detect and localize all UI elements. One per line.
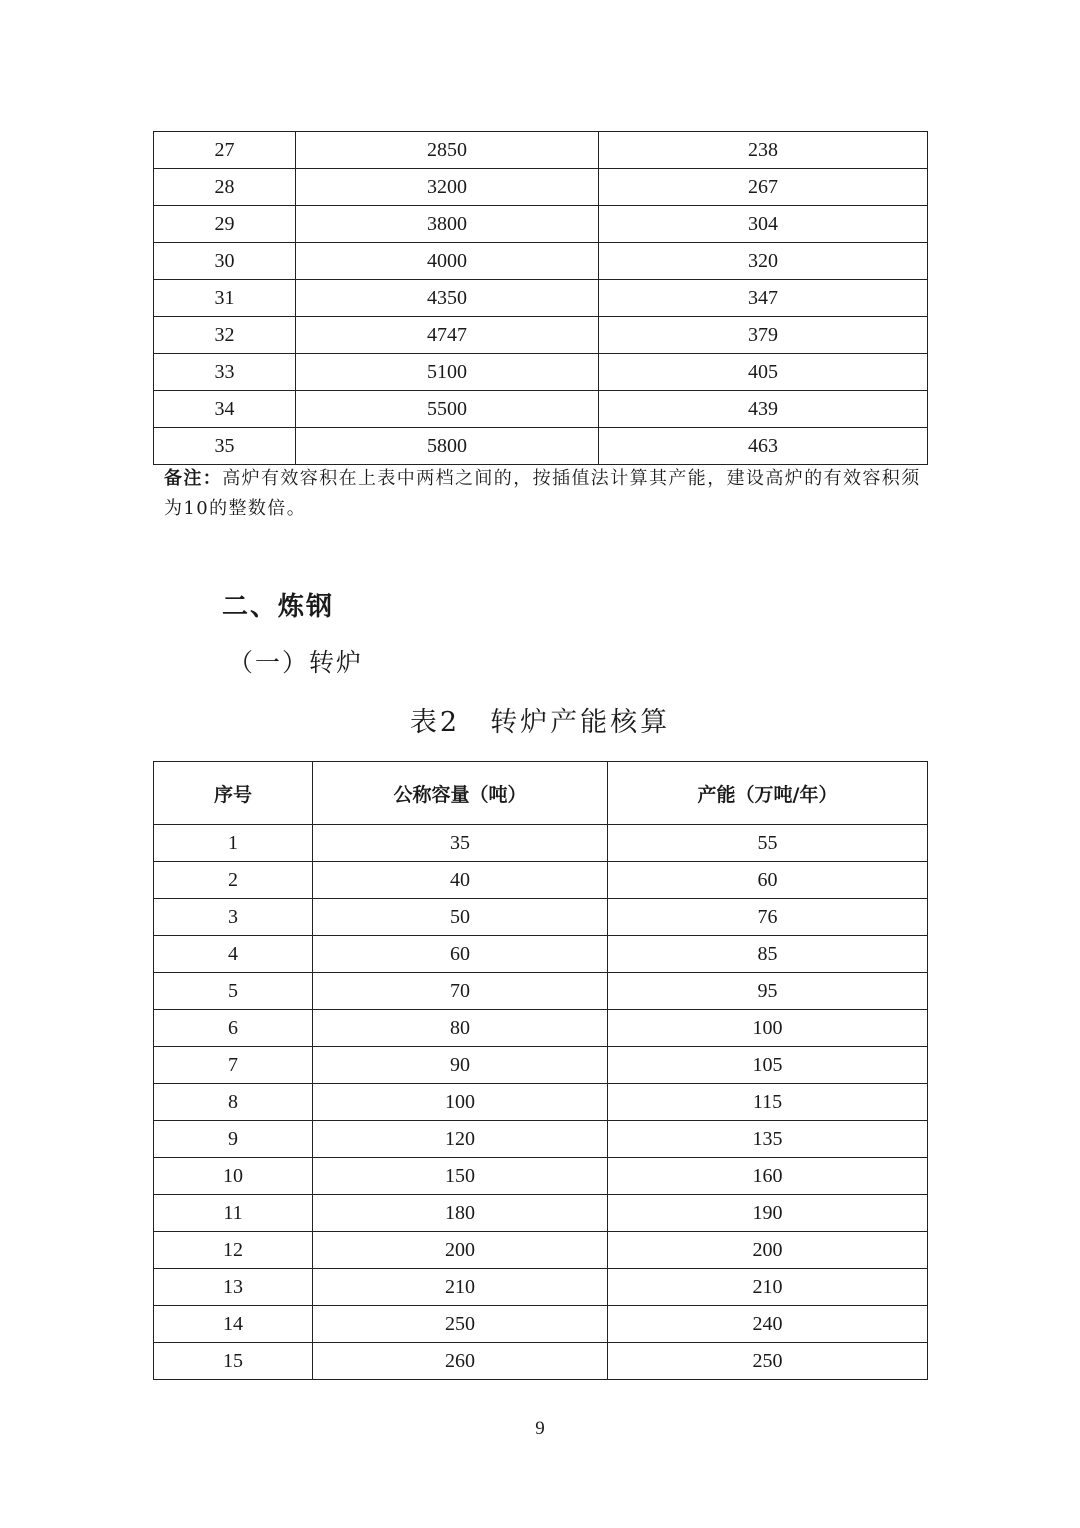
header-production-capacity: 产能（万吨/年） xyxy=(608,762,928,825)
header-nominal-capacity: 公称容量（吨） xyxy=(313,762,608,825)
table-cell: 250 xyxy=(608,1343,928,1380)
table-cell: 4000 xyxy=(296,243,599,280)
table-cell: 11 xyxy=(154,1195,313,1232)
table-row xyxy=(154,1084,928,1121)
table-cell: 13 xyxy=(154,1269,313,1306)
table-cell: 6 xyxy=(154,1010,313,1047)
table-cell: 70 xyxy=(313,973,608,1010)
table-row xyxy=(154,206,928,243)
table-cell: 76 xyxy=(608,899,928,936)
table-row xyxy=(154,169,928,206)
table-cell: 267 xyxy=(599,169,928,206)
table-cell: 210 xyxy=(608,1269,928,1306)
table-cell: 2850 xyxy=(296,132,599,169)
table2-header-row xyxy=(154,762,928,825)
table2-caption-title: 转炉产能核算 xyxy=(490,707,671,738)
table-cell: 463 xyxy=(599,428,928,465)
table-cell: 5 xyxy=(154,973,313,1010)
header-index: 序号 xyxy=(154,762,313,825)
table-cell: 405 xyxy=(599,354,928,391)
table1-note xyxy=(164,464,924,524)
table-cell: 7 xyxy=(154,1047,313,1084)
table-cell: 250 xyxy=(313,1306,608,1343)
table-row xyxy=(154,1232,928,1269)
table2-caption-number: 表2 xyxy=(409,707,461,738)
table-cell: 40 xyxy=(313,862,608,899)
table-row xyxy=(154,428,928,465)
table-cell: 180 xyxy=(313,1195,608,1232)
table-row xyxy=(154,1306,928,1343)
table-cell: 135 xyxy=(608,1121,928,1158)
table-row xyxy=(154,1010,928,1047)
table-cell: 200 xyxy=(313,1232,608,1269)
table-cell: 190 xyxy=(608,1195,928,1232)
table-cell: 27 xyxy=(154,132,296,169)
table-cell: 50 xyxy=(313,899,608,936)
table-cell: 210 xyxy=(313,1269,608,1306)
table-cell: 15 xyxy=(154,1343,313,1380)
table-row xyxy=(154,899,928,936)
table-cell: 34 xyxy=(154,391,296,428)
table-cell: 14 xyxy=(154,1306,313,1343)
table-cell: 80 xyxy=(313,1010,608,1047)
table-cell: 4747 xyxy=(296,317,599,354)
table1-body xyxy=(154,132,928,465)
table-cell: 31 xyxy=(154,280,296,317)
table-cell: 105 xyxy=(608,1047,928,1084)
table-cell: 320 xyxy=(599,243,928,280)
table-cell: 347 xyxy=(599,280,928,317)
table-cell: 9 xyxy=(154,1121,313,1158)
table-cell: 379 xyxy=(599,317,928,354)
table-cell: 439 xyxy=(599,391,928,428)
table2-caption xyxy=(0,700,1080,739)
table-cell: 55 xyxy=(608,825,928,862)
table-row xyxy=(154,354,928,391)
table-row xyxy=(154,1121,928,1158)
table-cell: 5500 xyxy=(296,391,599,428)
table-cell: 60 xyxy=(313,936,608,973)
table-cell: 60 xyxy=(608,862,928,899)
table-cell: 160 xyxy=(608,1158,928,1195)
table-row xyxy=(154,1195,928,1232)
table-cell: 3800 xyxy=(296,206,599,243)
table-cell: 238 xyxy=(599,132,928,169)
table-cell: 115 xyxy=(608,1084,928,1121)
table-row xyxy=(154,1158,928,1195)
table-cell: 4 xyxy=(154,936,313,973)
table2-body xyxy=(154,825,928,1380)
table-cell: 1 xyxy=(154,825,313,862)
table-row xyxy=(154,825,928,862)
table-cell: 29 xyxy=(154,206,296,243)
page-number: 9 xyxy=(535,1418,545,1439)
table-row xyxy=(154,862,928,899)
table-row xyxy=(154,243,928,280)
table-row xyxy=(154,132,928,169)
table-row xyxy=(154,317,928,354)
table-cell: 33 xyxy=(154,354,296,391)
table-cell: 240 xyxy=(608,1306,928,1343)
table-cell: 28 xyxy=(154,169,296,206)
table-cell: 85 xyxy=(608,936,928,973)
table-cell: 3 xyxy=(154,899,313,936)
table-cell: 8 xyxy=(154,1084,313,1121)
table-row xyxy=(154,1343,928,1380)
note-text: 高炉有效容积在上表中两档之间的，按插值法计算其产能，建设高炉的有效容积须为10的整数倍。 xyxy=(164,468,921,519)
table-cell: 100 xyxy=(313,1084,608,1121)
table-cell: 30 xyxy=(154,243,296,280)
table-cell: 12 xyxy=(154,1232,313,1269)
table-cell: 35 xyxy=(313,825,608,862)
table-cell: 304 xyxy=(599,206,928,243)
blast-furnace-capacity-table-continued xyxy=(153,131,928,465)
table-cell: 120 xyxy=(313,1121,608,1158)
table-row xyxy=(154,1047,928,1084)
table-cell: 200 xyxy=(608,1232,928,1269)
table-row xyxy=(154,936,928,973)
table-cell: 95 xyxy=(608,973,928,1010)
table-cell: 10 xyxy=(154,1158,313,1195)
table-cell: 100 xyxy=(608,1010,928,1047)
table-cell: 260 xyxy=(313,1343,608,1380)
table-cell: 3200 xyxy=(296,169,599,206)
table-cell: 5100 xyxy=(296,354,599,391)
table-cell: 32 xyxy=(154,317,296,354)
table-row xyxy=(154,1269,928,1306)
note-label: 备注： xyxy=(164,468,223,489)
table-cell: 150 xyxy=(313,1158,608,1195)
table-cell: 2 xyxy=(154,862,313,899)
table-cell: 35 xyxy=(154,428,296,465)
table-row xyxy=(154,280,928,317)
converter-capacity-table xyxy=(153,761,928,1380)
subsection-title: （一）转炉 xyxy=(228,648,364,677)
table-cell: 90 xyxy=(313,1047,608,1084)
section-title: 二、炼钢 xyxy=(222,592,335,622)
table-cell: 5800 xyxy=(296,428,599,465)
table-row xyxy=(154,973,928,1010)
table-row xyxy=(154,391,928,428)
table-cell: 4350 xyxy=(296,280,599,317)
